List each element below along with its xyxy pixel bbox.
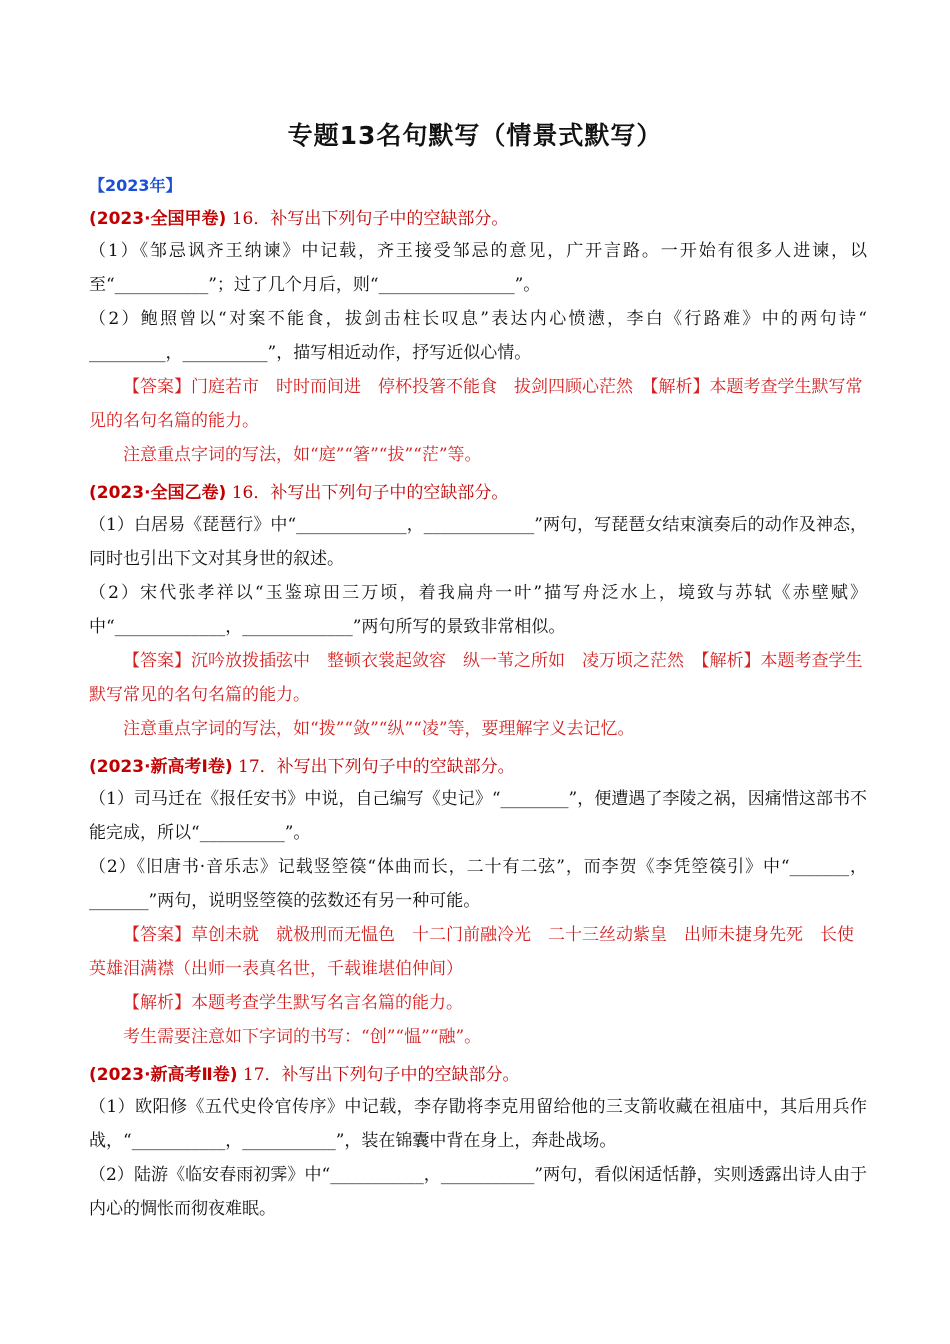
section-header (89, 752, 867, 782)
answer-note: 考生需要注意如下字词的书写：“创”“愠”“融”。 (123, 1027, 482, 1047)
question-item: （2）宋代张孝祥以“玉鉴琼田三万顷，着我扁舟一叶”描写舟泛水上，境致与苏轼《赤壁赋》中“_____________，_____________”两句所写的景致非常相似。 (89, 583, 867, 637)
question-item: （1）白居易《琵琶行》中“_____________，_____________”两句，写琵琶女结束演奏后的动作及神态，同时也引出下文对其身世的叙述。 (89, 515, 867, 569)
question-item: （1）《邹忌讽齐王纳谏》中记载，齐王接受邹忌的意见，广开言路。一开始有很多人进谏，以至“___________”；过了几个月后，则“________________”。 (89, 241, 867, 295)
answer-note: 注意重点字词的写法，如“庭”“箸”“拔”“茫”等。 (123, 445, 482, 465)
source-label: (2023·新高考Ⅱ卷) (89, 1065, 238, 1085)
section-xingaokao-1 (89, 752, 867, 1054)
source-label: (2023·新高考Ⅰ卷) (89, 757, 233, 777)
question-text: 16．补写出下列句子中的空缺部分。 (231, 483, 509, 503)
section-header (89, 478, 867, 508)
section-quanguo-yi (89, 478, 867, 746)
answer-note: 注意重点字词的写法，如“拨”“敛”“纵”“凌”等，要理解字义去记忆。 (123, 719, 635, 739)
question-text: 16．补写出下列句子中的空缺部分。 (231, 209, 509, 229)
question-text: 17．补写出下列句子中的空缺部分。 (242, 1065, 520, 1085)
answer-text: 【答案】草创未就 就极刑而无愠色 十二门前融冷光 二十三丝动紫皇 出师未捷身先死 长使英雄泪满襟（出师一表真名世，千载谁堪伯仲间） (89, 925, 854, 979)
question-item: （1）司马迁在《报任安书》中说，自己编写《史记》“________”，便遭遇了李陵之祸，因痛惜这部书不能完成，所以“__________”。 (89, 789, 867, 843)
answer-text: 【答案】沉吟放拨插弦中 整顿衣裳起敛容 纵一苇之所如 凌万顷之茫然 【解析】本题考查学生默写常见的名句名篇的能力。 (89, 651, 863, 705)
year-tag: 【2023年】 (89, 176, 182, 195)
analysis-text: 【解析】本题考查学生默写名言名篇的能力。 (123, 993, 463, 1013)
source-label: (2023·全国甲卷) (89, 209, 227, 229)
answer-text: 【答案】门庭若市 时时而间进 停杯投箸不能食 拔剑四顾心茫然 【解析】本题考查学生默写常见的名句名篇的能力。 (89, 377, 863, 431)
page-title: 专题13名句默写（情景式默写） (287, 121, 663, 150)
section-header (89, 1060, 867, 1090)
question-item: （2）陆游《临安春雨初霁》中“___________，___________”两句，看似闲适恬静，实则透露出诗人由于内心的惆怅而彻夜难眠。 (89, 1165, 867, 1219)
question-item: （2）鲍照曾以“对案不能食，拔剑击柱长叹息”表达内心愤懑，李白《行路难》中的两句诗“ _________，__________”，描写相近动作，抒写近似心情。 (89, 309, 867, 363)
source-label: (2023·全国乙卷) (89, 483, 227, 503)
question-item: （2）《旧唐书·音乐志》记载竖箜篌“体曲而长，二十有二弦”，而李贺《李凭箜篌引》中“_______，_______”两句，说明竖箜篌的弦数还有另一种可能。 (89, 857, 867, 911)
section-xingaokao-2 (89, 1060, 867, 1226)
section-header (89, 204, 867, 234)
section-quanguo-jia (89, 204, 867, 472)
question-item: （1）欧阳修《五代史伶官传序》中记载，李存勖将李克用留给他的三支箭收藏在祖庙中，其后用兵作战，“___________，___________”，装在锦囊中背在身上，奔赴战场。 (89, 1097, 867, 1151)
question-text: 17．补写出下列句子中的空缺部分。 (238, 757, 515, 777)
